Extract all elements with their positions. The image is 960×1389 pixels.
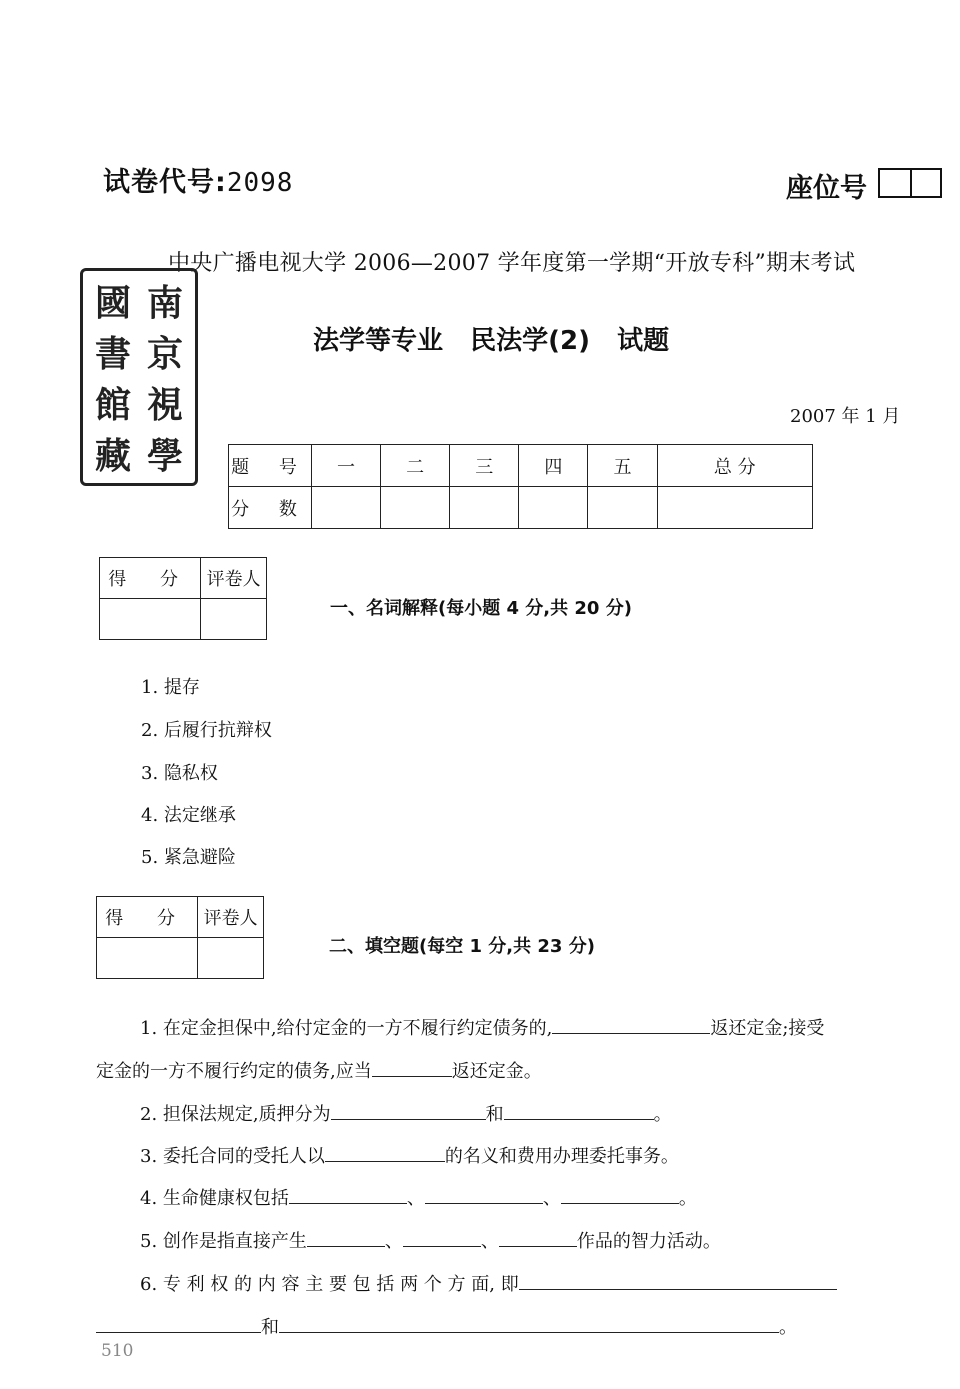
score-table-row-label: 分 数 [229, 487, 312, 529]
question-text: 返还定金;接受 [710, 1018, 825, 1039]
question-3 [140, 1142, 679, 1168]
list-item: 3. 隐私权 [141, 763, 218, 784]
section-heading: 二、填空题(每空 1 分,共 23 分) [329, 936, 595, 957]
answer-blank[interactable] [331, 1101, 486, 1120]
score-table-column-header: 二 [381, 445, 450, 487]
question-text: 返还定金。 [451, 1061, 542, 1082]
question-5 [140, 1227, 721, 1253]
seat-number-label: 座位号 [786, 173, 867, 204]
seal-char: 京 [146, 333, 183, 375]
score-table-column-header: 总 分 [657, 445, 812, 487]
answer-blank[interactable] [552, 1015, 710, 1034]
question-text: 的名义和费用办理委托事务。 [444, 1146, 679, 1167]
question-2 [140, 1100, 672, 1126]
question-text: 5. 创作是指直接产生 [140, 1231, 307, 1252]
answer-blank[interactable] [561, 1185, 679, 1204]
grader-name-label: 评卷人 [201, 558, 267, 599]
answer-blank[interactable] [519, 1271, 837, 1290]
seal-char: 藏 [94, 435, 131, 477]
answer-blank[interactable] [499, 1228, 577, 1247]
seal-char: 國 [94, 282, 131, 324]
exam-header: 中央广播电视大学 2006—2007 学年度第一学期“开放专科”期末考试 [168, 251, 856, 276]
seal-char: 視 [146, 384, 183, 426]
question-text: 。 [678, 1188, 697, 1209]
question-text: 2. 担保法规定,质押分为 [140, 1104, 331, 1125]
answer-blank[interactable] [96, 1314, 261, 1333]
question-text: 作品的智力活动。 [576, 1231, 721, 1252]
question-6-line-2 [96, 1313, 797, 1339]
question-text: 。 [779, 1317, 797, 1338]
question-text: 定金的一方不履行约定的债务,应当 [96, 1061, 372, 1082]
score-cell[interactable] [657, 487, 812, 529]
score-cell[interactable] [381, 487, 450, 529]
list-item: 1. 提存 [141, 677, 200, 698]
grader-score-cell[interactable] [97, 938, 198, 979]
question-4 [140, 1184, 697, 1210]
grader-box [99, 557, 267, 640]
question-1-line-1 [140, 1014, 824, 1040]
answer-blank[interactable] [403, 1228, 481, 1247]
question-text: 6. 专 利 权 的 内 容 主 要 包 括 两 个 方 面, 即 [140, 1274, 519, 1295]
grader-score-label: 得 分 [100, 558, 201, 599]
question-text: 和 [485, 1104, 504, 1125]
question-text: 4. 生命健康权包括 [140, 1188, 289, 1209]
score-table-column-header: 三 [450, 445, 519, 487]
grader-box [96, 896, 264, 979]
question-text: 、 [542, 1188, 561, 1209]
question-6-line-1 [140, 1270, 837, 1296]
exam-date: 2007 年 1 月 [790, 406, 901, 427]
question-text: 、 [480, 1231, 499, 1252]
exam-code-label: 试卷代号: [103, 167, 227, 198]
question-text: 3. 委托合同的受托人以 [140, 1146, 325, 1167]
score-cell[interactable] [450, 487, 519, 529]
list-item: 2. 后履行抗辩权 [141, 720, 272, 741]
question-text: 和 [261, 1317, 279, 1338]
score-table-column-header: 四 [519, 445, 588, 487]
section-heading: 一、名词解释(每小题 4 分,共 20 分) [330, 598, 632, 619]
exam-code-number: 2098 [226, 168, 294, 198]
score-cell[interactable] [588, 487, 657, 529]
grader-score-cell[interactable] [100, 599, 201, 640]
list-item: 5. 紧急避险 [141, 847, 236, 868]
score-table-row-label: 题 号 [229, 445, 312, 487]
answer-blank[interactable] [425, 1185, 543, 1204]
score-table-column-header: 五 [588, 445, 657, 487]
seal-char: 學 [146, 435, 183, 477]
answer-blank[interactable] [307, 1228, 385, 1247]
grader-name-cell[interactable] [198, 938, 264, 979]
answer-blank[interactable] [325, 1143, 445, 1162]
grader-score-label: 得 分 [97, 897, 198, 938]
page-number: 510 [101, 1341, 134, 1361]
grader-name-cell[interactable] [201, 599, 267, 640]
seat-number-box[interactable] [878, 168, 942, 198]
library-seal-stamp [80, 268, 198, 486]
question-1-line-2 [96, 1057, 542, 1083]
seal-char: 南 [146, 282, 183, 324]
answer-blank[interactable] [372, 1058, 452, 1077]
question-text: 。 [653, 1104, 672, 1125]
question-text: 、 [384, 1231, 403, 1252]
seal-char: 書 [94, 333, 131, 375]
grader-name-label: 评卷人 [198, 897, 264, 938]
list-item: 4. 法定继承 [141, 805, 236, 826]
answer-blank[interactable] [504, 1101, 654, 1120]
score-cell[interactable] [312, 487, 381, 529]
score-table-column-header: 一 [312, 445, 381, 487]
seal-char: 館 [94, 384, 131, 426]
score-cell[interactable] [519, 487, 588, 529]
answer-blank[interactable] [289, 1185, 407, 1204]
question-text: 1. 在定金担保中,给付定金的一方不履行约定债务的, [140, 1018, 553, 1039]
answer-blank[interactable] [279, 1314, 779, 1333]
score-table-header-row [229, 445, 813, 487]
question-text: 、 [406, 1188, 425, 1209]
page-title: 法学等专业 民法学(2) 试题 [313, 326, 670, 356]
exam-code [103, 160, 293, 199]
score-table [228, 444, 813, 529]
score-table-score-row [229, 487, 813, 529]
